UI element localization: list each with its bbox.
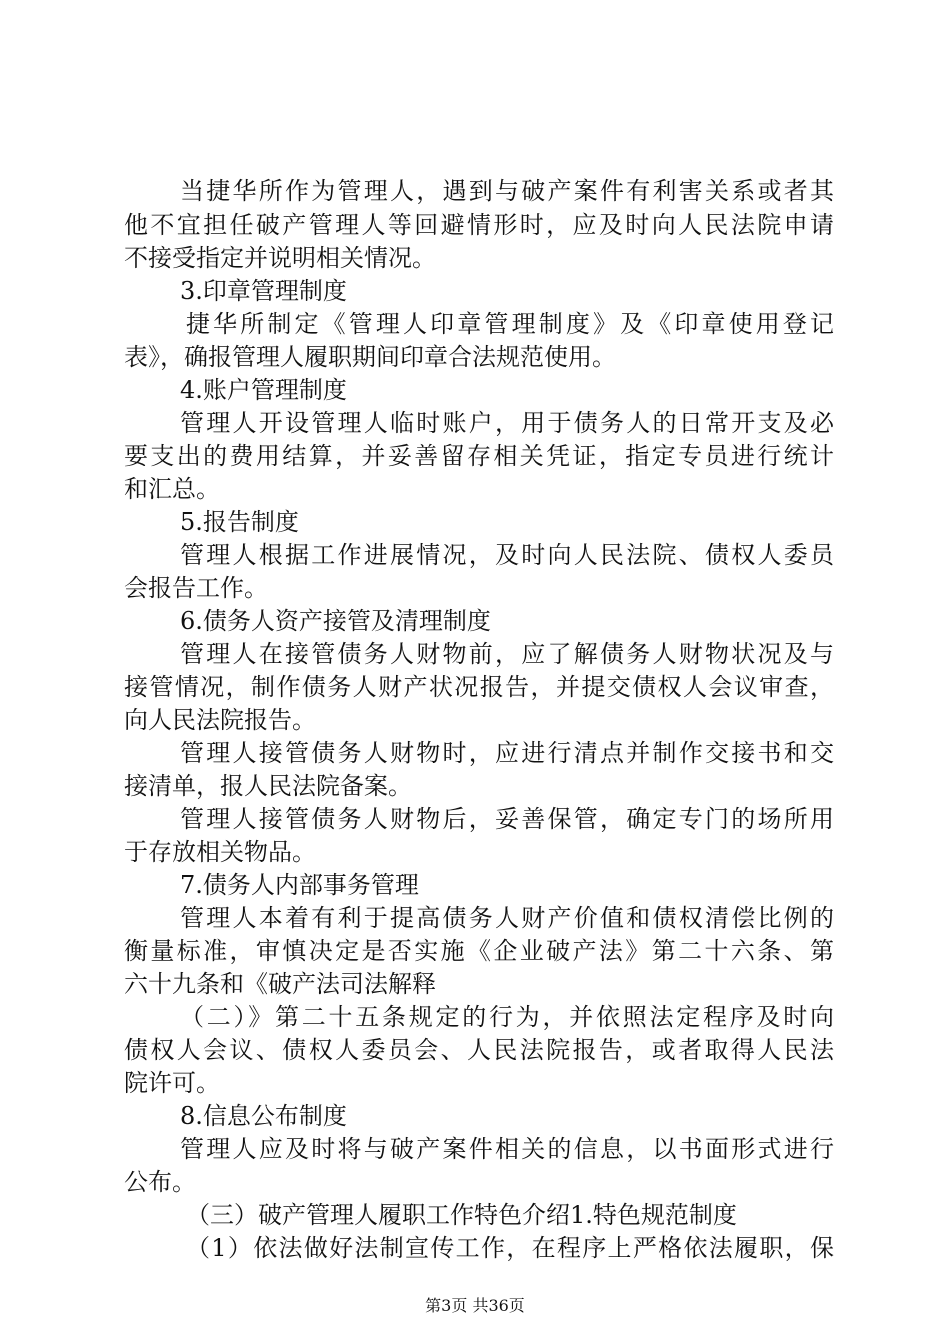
paragraph-line: 管理人根据工作进展情况，及时向人民法院、债权人委员 (180, 541, 834, 569)
paragraph-line: 向人民法院报告。 (124, 706, 316, 734)
paragraph-line: 他不宜担任破产管理人等回避情形时，应及时向人民法院申请 (124, 211, 834, 239)
paragraph-line: 管理人本着有利于提高债务人财产价值和债权清偿比例的 (180, 904, 834, 932)
paragraph-line: 接清单，报人民法院备案。 (124, 772, 412, 800)
section-heading: 4.账户管理制度 (180, 376, 347, 404)
paragraph-line: 和汇总。 (124, 475, 220, 503)
section-heading: （三）破产管理人履职工作特色介绍1.特色规范制度 (186, 1201, 737, 1229)
paragraph-line: 衡量标准，审慎决定是否实施《企业破产法》第二十六条、第 (124, 937, 834, 965)
paragraph-line: 不接受指定并说明相关情况。 (124, 244, 436, 272)
page-footer: 第3页 共36页 (425, 1296, 525, 1315)
section-heading: 5.报告制度 (180, 508, 299, 536)
paragraph-line: 管理人开设管理人临时账户，用于债务人的日常开支及必 (180, 409, 834, 437)
paragraph-line: 接管情况，制作债务人财产状况报告，并提交债权人会议审查， (124, 673, 834, 701)
paragraph-line: 六十九条和《破产法司法解释 (124, 970, 436, 998)
paragraph-line: 于存放相关物品。 (124, 838, 316, 866)
section-heading: 7.债务人内部事务管理 (180, 871, 419, 899)
paragraph-line: （1）依法做好法制宣传工作，在程序上严格依法履职，保 (186, 1234, 834, 1262)
section-heading: 3.印章管理制度 (180, 277, 347, 305)
section-heading: 6.债务人资产接管及清理制度 (180, 607, 491, 635)
paragraph-line: 表》，确报管理人履职期间印章合法规范使用。 (124, 343, 616, 371)
paragraph-line: 当捷华所作为管理人，遇到与破产案件有利害关系或者其 (180, 177, 834, 205)
paragraph-line: 管理人应及时将与破产案件相关的信息，以书面形式进行 (180, 1135, 834, 1163)
paragraph-line: 院许可。 (124, 1069, 220, 1097)
paragraph-line: 管理人在接管债务人财物前，应了解债务人财物状况及与 (180, 640, 834, 668)
paragraph-line: 会报告工作。 (124, 574, 268, 602)
section-heading: 8.信息公布制度 (180, 1102, 347, 1130)
paragraph-line: 要支出的费用结算，并妥善留存相关凭证，指定专员进行统计 (124, 442, 834, 470)
paragraph-line: 公布。 (124, 1168, 196, 1196)
paragraph-line: 管理人接管债务人财物后，妥善保管，确定专门的场所用 (180, 805, 834, 833)
paragraph-line: （二）》第二十五条规定的行为，并依照法定程序及时向 (180, 1003, 834, 1031)
paragraph-line: 管理人接管债务人财物时，应进行清点并制作交接书和交 (180, 739, 834, 767)
paragraph-line: 捷华所制定《管理人印章管理制度》及《印章使用登记 (186, 310, 834, 338)
paragraph-line: 债权人会议、债权人委员会、人民法院报告，或者取得人民法 (124, 1036, 834, 1064)
